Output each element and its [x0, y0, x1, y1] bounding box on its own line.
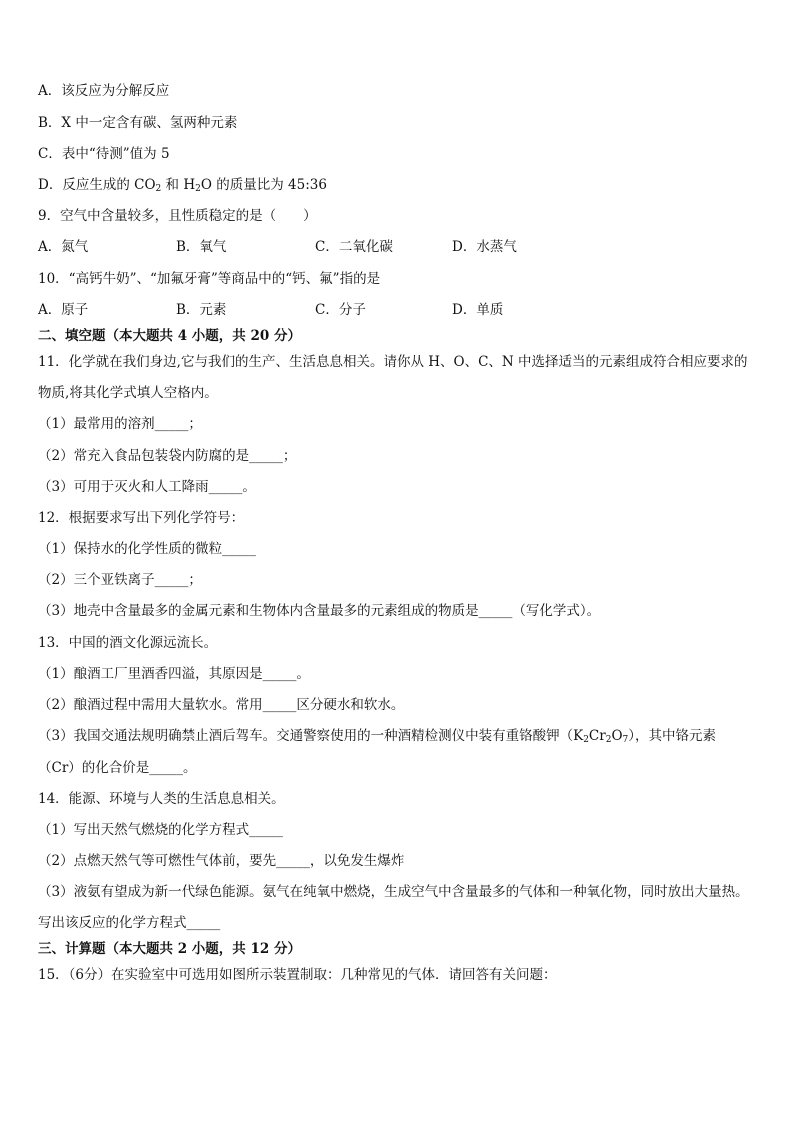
q10-option-d: D．单质: [452, 302, 504, 318]
q13-item-2: （2）酿酒过程中需用大量软水。常用_____区分硬水和软水。: [38, 697, 405, 713]
q11-item-1: （1）最常用的溶剂_____；: [38, 416, 202, 432]
q11-item-2: （2）常充入食品包装袋内防腐的是_____；: [38, 448, 297, 464]
section-heading-fill-in: 二、填空题（本大题共 4 小题，共 20 分）: [38, 328, 301, 344]
q14-item-1: （1）写出天然气燃烧的化学方程式_____: [38, 822, 283, 838]
q11-stem-line2: 物质,将其化学式填人空格内。: [38, 385, 218, 401]
q15-stem: 15．（6分）在实验室中可选用如图所示装置制取：几种常见的气体．请回答有关问题：: [38, 967, 557, 983]
q14-item-2: （2）点燃天然气等可燃性气体前，要先_____，以免发生爆炸: [38, 853, 405, 869]
q12-item-3: （3）地壳中含量最多的金属元素和生物体内含量最多的元素组成的物质是_____（写化学式）。: [38, 603, 601, 619]
section-heading-calculation: 三、计算题（本大题共 2 小题，共 12 分）: [38, 941, 301, 957]
q13-item-3-line2: （Cr）的化合价是_____。: [38, 760, 197, 776]
q9-option-b: B．氧气: [176, 239, 227, 255]
q10-stem: 10．“高钙牛奶”、“加氟牙膏”等商品中的“钙、氟”指的是: [38, 271, 381, 287]
q9-option-d: D．水蒸气: [452, 239, 517, 255]
q12-stem: 12．根据要求写出下列化学符号：: [38, 510, 245, 526]
q13-stem: 13．中国的酒文化源远流长。: [38, 635, 218, 651]
q11-stem-line1: 11．化学就在我们身边,它与我们的生产、生活息息相关。请你从 H、O、C、N 中选择适当的元素组成符合相应要求的: [38, 354, 748, 370]
q10-option-c: C．分子: [315, 302, 366, 318]
q8-option-b: B．X 中一定含有碳、氢两种元素: [38, 115, 238, 131]
q8-option-d: D．反应生成的 $CO_2$ 和 $H_2O$ 的质量比为 45:36: [38, 177, 327, 194]
q9-option-a: A．氮气: [38, 239, 89, 255]
q12-item-1: （1）保持水的化学性质的微粒_____: [38, 541, 256, 557]
q13-item-3-line1: （3）我国交通法规明确禁止酒后驾车。交通警察使用的一种酒精检测仪中装有重铬酸钾$(K_2Cr_2O_7)$，其中铬元素: [38, 728, 717, 745]
q12-item-2: （2）三个亚铁离子_____；: [38, 572, 202, 588]
q10-option-b: B．元素: [176, 302, 227, 318]
q9-option-c: C．二氧化碳: [315, 239, 393, 255]
q11-item-3: （3）可用于灭火和人工降雨_____。: [38, 479, 256, 495]
q14-item-3-line1: （3）液氨有望成为新一代绿色能源。氨气在纯氧中燃烧，生成空气中含量最多的气体和一种氧化物，同时放出大量热。: [38, 884, 749, 900]
q8-option-c: C．表中“待测”值为 5: [38, 146, 170, 162]
q14-stem: 14．能源、环境与人类的生活息息相关。: [38, 791, 285, 807]
q14-item-3-line2: 写出该反应的化学方程式_____: [38, 915, 221, 931]
q9-stem: 9．空气中含量较多，且性质稳定的是（ ）: [38, 208, 317, 224]
q13-item-1: （1）酿酒工厂里酒香四溢，其原因是_____。: [38, 666, 310, 682]
q8-option-a: A．该反应为分解反应: [38, 83, 170, 99]
q10-option-a: A．原子: [38, 302, 89, 318]
